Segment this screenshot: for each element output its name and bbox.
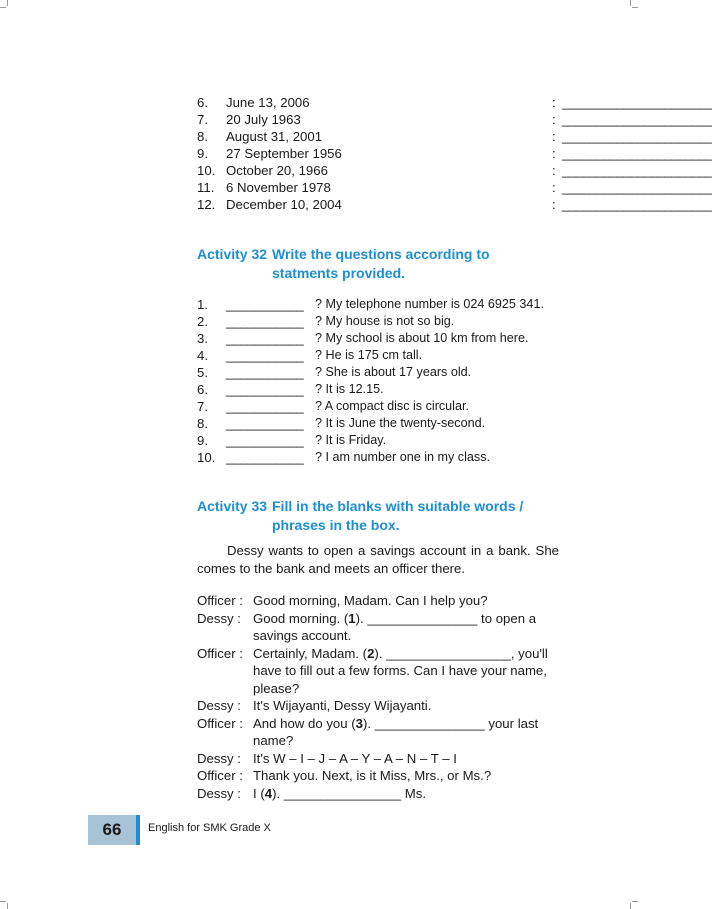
activity-32-title: Write the questions according to statments provided. (272, 246, 490, 281)
item-number: 5. (197, 365, 208, 380)
statement-text: ? My school is about 10 km from here. (315, 331, 529, 345)
item-number: 7. (197, 399, 208, 414)
colon: : (552, 180, 556, 195)
date-text: 27 September 1956 (226, 146, 342, 161)
speaker: Dessy : (197, 750, 241, 766)
date-item: 11. 6 November 1978 : ______________________ (197, 180, 712, 195)
question-blank[interactable]: ___________ (226, 433, 304, 448)
activity-33-heading (197, 497, 559, 537)
colon: : (552, 197, 556, 212)
item-number: 3. (197, 331, 208, 346)
speaker: Officer : (197, 645, 243, 661)
dialogue-line (197, 645, 559, 698)
item-number: 12. (197, 197, 216, 212)
item-number: 7. (197, 112, 208, 127)
item-number: 6. (197, 382, 208, 397)
colon: : (552, 146, 556, 161)
question-item (197, 296, 559, 313)
question-blank[interactable]: ___________ (226, 348, 304, 363)
utterance: Thank you. Next, is it Miss, Mrs., or Ms.? (253, 768, 492, 783)
item-number: 9. (197, 146, 208, 161)
speaker: Dessy : (197, 610, 241, 626)
item-number: 11. (197, 180, 215, 195)
crop-mark-top-right (630, 0, 631, 6)
statement-text: ? I am number one in my class. (315, 450, 490, 464)
dialogue-line (197, 785, 559, 803)
item-number: 9. (197, 433, 208, 448)
colon: : (552, 163, 556, 178)
item-number: 8. (197, 416, 208, 431)
question-blank[interactable]: ___________ (226, 450, 304, 465)
question-item (197, 313, 559, 330)
item-number: 4. (197, 348, 208, 363)
crop-mark-top-left-h (0, 7, 6, 8)
blank-line[interactable]: ). _______________ your last name? (253, 715, 539, 748)
utterance: And how do you (3). _______________ your last name? (253, 715, 539, 748)
statement-text: ? He is 175 cm tall. (315, 348, 423, 362)
colon: : (552, 112, 556, 127)
statement-text: ? My telephone number is 024 6925 341. (315, 297, 544, 311)
utterance: I (4). ________________ Ms. (253, 785, 427, 801)
item-number: 8. (197, 129, 208, 144)
item-number: 10. (197, 450, 216, 465)
statement-text: ? It is 12.15. (315, 382, 384, 396)
dialogue (197, 592, 559, 802)
question-item (197, 415, 559, 432)
statement-text: ? It is Friday. (315, 433, 387, 447)
activity-33-title: Fill in the blanks with suitable words / phrases in the box. (272, 498, 524, 533)
speaker: Dessy : (197, 785, 241, 801)
dialogue-line (197, 610, 559, 645)
question-item (197, 330, 559, 347)
question-blank[interactable]: ___________ (226, 382, 304, 397)
crop-mark-bottom-left-h (0, 901, 6, 902)
item-number: 6. (197, 95, 208, 110)
statement-text: ? It is June the twenty-second. (315, 416, 486, 430)
question-blank[interactable]: ___________ (226, 297, 304, 312)
date-item: 7. 20 July 1963 : ______________________ (197, 112, 712, 127)
statement-text: ? She is about 17 years old. (315, 365, 472, 379)
item-number: 1. (197, 297, 208, 312)
date-item: 10. October 20, 1966 : ______________________ (197, 163, 712, 178)
blank-number: 1 (348, 610, 356, 626)
question-item (197, 381, 559, 398)
dates-list (197, 94, 712, 213)
utterance: It's W – I – J – A – Y – A – N – T – I (253, 750, 457, 766)
blank-number: 4 (264, 785, 273, 801)
speaker: Officer : (197, 768, 243, 783)
activity-33-intro (197, 542, 559, 578)
date-text: June 13, 2006 (226, 95, 310, 110)
crop-mark-top-right-h (632, 7, 638, 8)
date-text: December 10, 2004 (226, 197, 342, 212)
blank-number: 2 (367, 645, 375, 661)
item-number: 10. (197, 163, 216, 178)
speaker: Officer : (197, 593, 243, 608)
book-title: English for SMK Grade X (148, 822, 271, 834)
page-number: 66 (88, 815, 136, 845)
crop-mark-bottom-right-h (632, 901, 638, 902)
question-item (197, 347, 559, 364)
dialogue-line (197, 767, 559, 785)
date-text: 20 July 1963 (226, 112, 301, 127)
question-item (197, 398, 559, 415)
date-item: 8. August 31, 2001 : ______________________ (197, 129, 712, 144)
utterance: It's Wijayanti, Dessy Wijayanti. (253, 698, 432, 713)
activity-32-label: Activity 32 (197, 246, 268, 262)
dialogue-line (197, 697, 559, 715)
activity-32-heading (197, 245, 559, 285)
question-blank[interactable]: ___________ (226, 314, 304, 329)
question-item (197, 432, 559, 449)
date-item: 12. December 10, 2004 : ______________________ (197, 197, 712, 212)
statement-text: ? A compact disc is circular. (315, 399, 469, 413)
utterance: Good morning, Madam. Can I help you? (253, 593, 488, 608)
dialogue-line (197, 715, 559, 750)
crop-mark-bottom-right (630, 903, 631, 909)
utterance: Good morning. (1). _______________ to open a savings account. (253, 610, 537, 643)
question-item (197, 364, 559, 381)
date-text: October 20, 1966 (226, 163, 328, 178)
dialogue-line (197, 592, 559, 610)
crop-mark-bottom-left (7, 903, 8, 909)
date-item: 9. 27 September 1956 : ______________________ (197, 146, 712, 161)
blank-number: 3 (355, 715, 363, 731)
activity-32-questions (197, 296, 559, 466)
date-text: 6 November 1978 (226, 180, 331, 195)
intro-text: Dessy wants to open a savings account in a bank. She comes to the bank and meets an officer there. (197, 543, 559, 576)
blank-line[interactable]: ). ________________ Ms. (272, 785, 427, 801)
blank-line[interactable]: ). _______________ to open a savings account. (253, 610, 537, 643)
blank-line[interactable]: ). _________________, you'll have to fill out a few forms. Can I have your name, please? (253, 645, 548, 696)
colon: : (552, 129, 556, 144)
colon: : (552, 95, 556, 110)
question-item (197, 449, 559, 466)
item-number: 2. (197, 314, 208, 329)
speaker: Officer : (197, 715, 243, 731)
statement-text: ? My house is not so big. (315, 314, 455, 328)
speaker: Dessy : (197, 698, 241, 713)
footer-accent-bar (136, 815, 140, 845)
crop-mark-top-left (7, 0, 8, 6)
date-item: 6. June 13, 2006 : ______________________ (197, 95, 712, 110)
utterance: Certainly, Madam. (2). _________________, you'll have to fill out a few forms. Can I have your name, please? (253, 645, 548, 696)
question-blank[interactable]: ___________ (226, 365, 304, 380)
question-blank[interactable]: ___________ (226, 399, 304, 414)
date-text: August 31, 2001 (226, 129, 323, 144)
question-blank[interactable]: ___________ (226, 416, 304, 431)
dialogue-line (197, 750, 559, 768)
question-blank[interactable]: ___________ (226, 331, 304, 346)
activity-33-label: Activity 33 (197, 498, 268, 514)
